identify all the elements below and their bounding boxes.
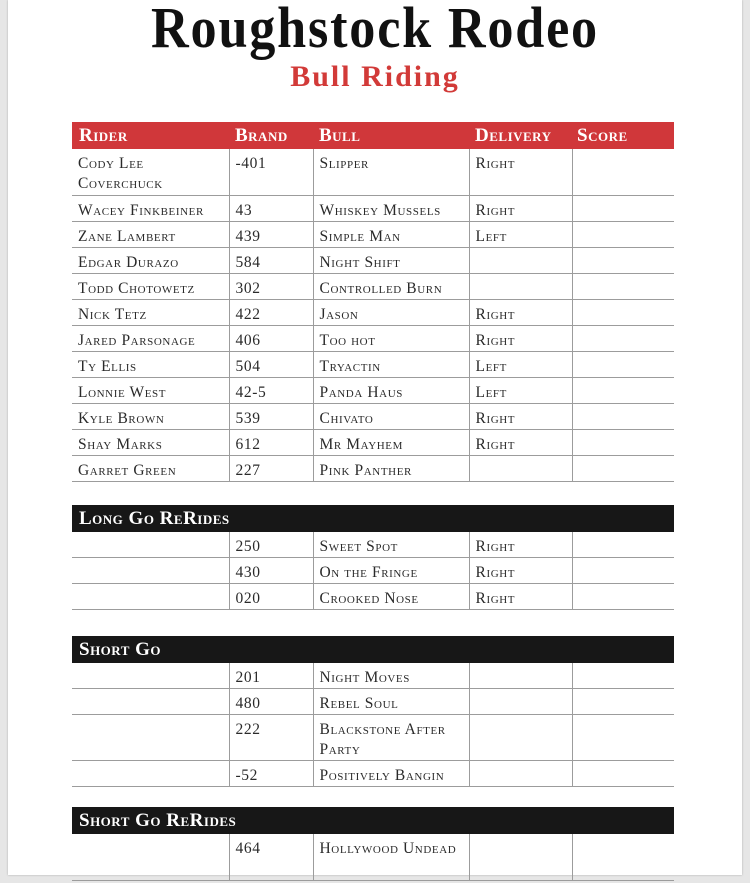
cell-rider: Zane Lambert xyxy=(72,221,229,247)
table-row xyxy=(72,325,674,351)
cell-bull: Positively Bangin xyxy=(313,761,469,787)
cell-brand: 584 xyxy=(229,247,313,273)
cell-delivery: Right xyxy=(469,403,572,429)
cell-brand: 422 xyxy=(229,299,313,325)
cell-score xyxy=(572,761,674,787)
cell-rider: Todd Chotowetz xyxy=(72,273,229,299)
cell-bull: Pink Panther xyxy=(313,455,469,481)
cell-brand: 250 xyxy=(229,532,313,558)
header-bull: Bull xyxy=(319,125,361,146)
cell-brand: -52 xyxy=(229,761,313,787)
section-header-long-go-rerides: Long Go ReRides xyxy=(72,505,674,532)
cell-delivery: Right xyxy=(469,429,572,455)
cell-delivery xyxy=(469,761,572,787)
table-row xyxy=(72,761,674,787)
cell-rider: Jared Parsonage xyxy=(72,325,229,351)
cell-bull: Crooked Nose xyxy=(313,584,469,610)
cell-brand: 504 xyxy=(229,351,313,377)
table-row xyxy=(72,834,674,880)
table-row xyxy=(72,247,674,273)
cell-delivery: Left xyxy=(469,377,572,403)
cell-bull: Simple Man xyxy=(313,221,469,247)
cell-delivery: Right xyxy=(469,325,572,351)
short-go-rerides-table xyxy=(72,834,674,881)
table-row xyxy=(72,689,674,715)
cell-rider: Lonnie West xyxy=(72,377,229,403)
cell-delivery: Right xyxy=(469,558,572,584)
cell-delivery: Left xyxy=(469,351,572,377)
cell-score xyxy=(572,403,674,429)
table-row xyxy=(72,195,674,221)
cell-score xyxy=(572,558,674,584)
cell-brand: 612 xyxy=(229,429,313,455)
cell-brand: 464 xyxy=(229,834,313,880)
cell-rider: Garret Green xyxy=(72,455,229,481)
cell-bull: Slipper xyxy=(313,149,469,195)
section-header-short-go: Short Go xyxy=(72,636,674,663)
cell-score xyxy=(572,221,674,247)
cell-rider: Kyle Brown xyxy=(72,403,229,429)
section-header-short-go-rerides: Short Go ReRides xyxy=(72,807,674,834)
page-subtitle: Bull Riding xyxy=(290,60,460,93)
cell-brand: 201 xyxy=(229,663,313,689)
cell-bull: Night Moves xyxy=(313,663,469,689)
cell-brand: 430 xyxy=(229,558,313,584)
cell-delivery xyxy=(469,689,572,715)
table-row xyxy=(72,377,674,403)
cell-score xyxy=(572,663,674,689)
table-row xyxy=(72,221,674,247)
cell-delivery xyxy=(469,663,572,689)
cell-score xyxy=(572,325,674,351)
cell-rider xyxy=(72,834,229,880)
table-header xyxy=(72,122,674,149)
table-row xyxy=(72,663,674,689)
table-row xyxy=(72,351,674,377)
cell-brand: 539 xyxy=(229,403,313,429)
cell-rider xyxy=(72,689,229,715)
cell-brand: 227 xyxy=(229,455,313,481)
cell-brand: 222 xyxy=(229,715,313,761)
cell-rider xyxy=(72,761,229,787)
header-delivery: Delivery xyxy=(475,125,552,146)
cell-bull: Controlled Burn xyxy=(313,273,469,299)
header-score: Score xyxy=(577,125,628,146)
cell-rider: Cody Lee Coverchuck xyxy=(72,149,229,195)
table-row xyxy=(72,558,674,584)
table-row xyxy=(72,149,674,195)
cell-rider: Nick Tetz xyxy=(72,299,229,325)
cell-score xyxy=(572,532,674,558)
cell-score xyxy=(572,377,674,403)
table-row xyxy=(72,455,674,481)
cell-score xyxy=(572,715,674,761)
cell-bull: Panda Haus xyxy=(313,377,469,403)
cell-bull: Blackstone After Party xyxy=(313,715,469,761)
cell-score xyxy=(572,195,674,221)
cell-bull: Sweet Spot xyxy=(313,532,469,558)
cell-bull: On the Fringe xyxy=(313,558,469,584)
cell-bull: Whiskey Mussels xyxy=(313,195,469,221)
table-row xyxy=(72,532,674,558)
table-row xyxy=(72,715,674,761)
cell-score xyxy=(572,149,674,195)
cell-brand: 302 xyxy=(229,273,313,299)
table-row xyxy=(72,403,674,429)
cell-delivery xyxy=(469,247,572,273)
cell-bull: Hollywood Undead xyxy=(313,834,469,880)
cell-rider: Ty Ellis xyxy=(72,351,229,377)
cell-brand: 43 xyxy=(229,195,313,221)
cell-delivery: Right xyxy=(469,149,572,195)
cell-bull: Rebel Soul xyxy=(313,689,469,715)
cell-delivery: Right xyxy=(469,532,572,558)
cell-score xyxy=(572,273,674,299)
cell-bull: Mr Mayhem xyxy=(313,429,469,455)
cell-score xyxy=(572,247,674,273)
cell-rider xyxy=(72,584,229,610)
cell-brand: 439 xyxy=(229,221,313,247)
cell-score xyxy=(572,299,674,325)
cell-brand: 480 xyxy=(229,689,313,715)
cell-brand: 406 xyxy=(229,325,313,351)
cell-score xyxy=(572,429,674,455)
cell-rider xyxy=(72,532,229,558)
cell-bull: Too hot xyxy=(313,325,469,351)
cell-rider xyxy=(72,663,229,689)
cell-rider xyxy=(72,715,229,761)
cell-rider xyxy=(72,558,229,584)
table-row xyxy=(72,273,674,299)
cell-score xyxy=(572,351,674,377)
cell-score xyxy=(572,455,674,481)
cell-delivery: Right xyxy=(469,195,572,221)
cell-delivery: Right xyxy=(469,299,572,325)
cell-score xyxy=(572,584,674,610)
cell-bull: Chivato xyxy=(313,403,469,429)
cell-delivery: Left xyxy=(469,221,572,247)
cell-bull: Tryactin xyxy=(313,351,469,377)
cell-delivery xyxy=(469,715,572,761)
short-go-table xyxy=(72,663,674,787)
table-row xyxy=(72,429,674,455)
header-rider: Rider xyxy=(79,125,128,146)
cell-score xyxy=(572,834,674,880)
cell-score xyxy=(572,689,674,715)
header-brand: Brand xyxy=(235,125,288,146)
cell-delivery xyxy=(469,273,572,299)
main-entries-table xyxy=(72,149,674,482)
cell-delivery xyxy=(469,455,572,481)
cell-brand: -401 xyxy=(229,149,313,195)
cell-bull: Night Shift xyxy=(313,247,469,273)
cell-bull: Jason xyxy=(313,299,469,325)
cell-brand: 42-5 xyxy=(229,377,313,403)
page-title: Roughstock Rodeo xyxy=(151,0,599,60)
table-row xyxy=(72,584,674,610)
cell-brand: 020 xyxy=(229,584,313,610)
long-go-rerides-table xyxy=(72,532,674,610)
cell-delivery xyxy=(469,834,572,880)
cell-rider: Edgar Durazo xyxy=(72,247,229,273)
cell-delivery: Right xyxy=(469,584,572,610)
table-row xyxy=(72,299,674,325)
cell-rider: Shay Marks xyxy=(72,429,229,455)
cell-rider: Wacey Finkbeiner xyxy=(72,195,229,221)
